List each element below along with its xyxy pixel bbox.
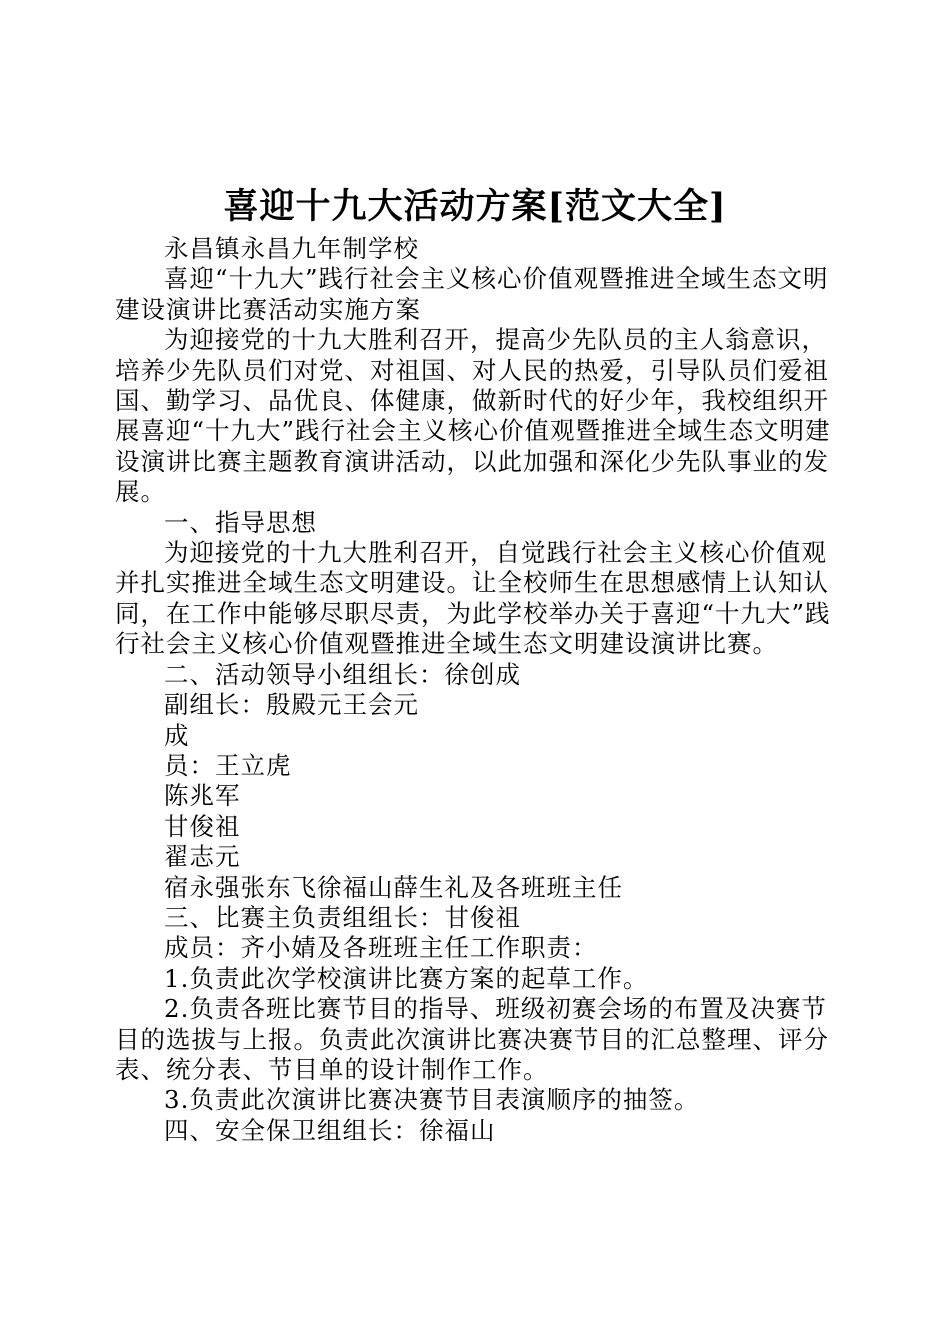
duty-item: 1.负责此次学校演讲比赛方案的起草工作。 [164,963,649,993]
deputy-leaders: 副组长：殷殿元王会元 [164,690,419,720]
guiding-thought-paragraph: 为迎接党的十九大胜利召开，自觉践行社会主义核心价值观并扎实推进全域生态文明建设。让全校师生在思想感情上认知认同，在工作中能够尽职尽责，为此学校举办关于喜迎“十九大”践行社会主义核心价值观暨推进全域生态文明建设演讲比赛。 [115,538,831,659]
member-line: 员：王立虎 [164,750,292,780]
member-line: 翟志元 [164,842,241,872]
school-name: 永昌镇永昌九年制学校 [164,234,419,263]
plan-heading: 喜迎“十九大”践行社会主义核心价值观暨推进全域生态文明建设演讲比赛活动实施方案 [115,264,829,324]
duty-item: 3.负责此次演讲比赛决赛节目表演顺序的抽签。 [164,1085,700,1115]
section-heading-leadership-group: 二、活动领导小组组长：徐创成 [164,659,521,689]
section-heading-security-group: 四、安全保卫组组长：徐福山 [164,1115,496,1145]
members-label-line: 成 [164,720,190,750]
member-line: 陈兆军 [164,781,241,811]
competition-members: 成员：齐小婧及各班班主任工作职责： [164,933,598,963]
member-line: 甘俊祖 [164,811,241,841]
section-heading-guiding-thought: 一、指导思想 [164,507,317,537]
duty-item: 2.负责各班比赛节目的指导、班级初赛会场的布置及决赛节目的选拔与上报。负责此次演讲比赛决赛节目的汇总整理、评分表、统分表、节目单的设计制作工作。 [115,994,829,1084]
document-title: 喜迎十九大活动方案[范文大全] [223,186,727,227]
section-heading-competition-group: 三、比赛主负责组组长：甘俊祖 [164,902,521,932]
member-line: 宿永强张东飞徐福山薛生礼及各班班主任 [164,872,623,902]
intro-paragraph: 为迎接党的十九大胜利召开，提高少先队员的主人翁意识，培养少先队员们对党、对祖国、对人民的热爱，引导队员们爱祖国、勤学习、品优良、体健康，做新时代的好少年，我校组织开展喜迎“十九大”践行社会主义核心价值观暨推进全域生态文明建设演讲比赛主题教育演讲活动，以此加强和深化少先队事业的发展。 [115,325,831,507]
document-body [115,234,835,1146]
